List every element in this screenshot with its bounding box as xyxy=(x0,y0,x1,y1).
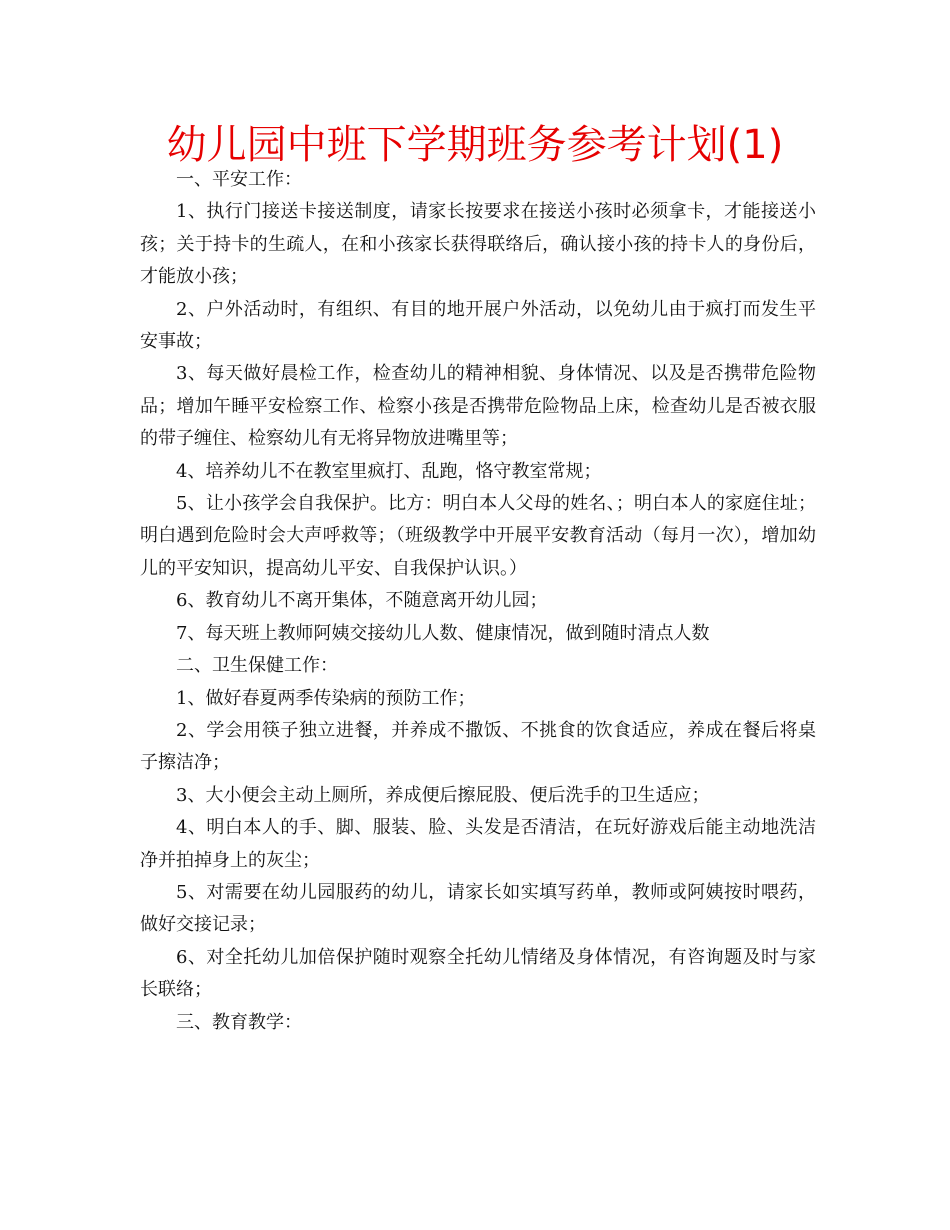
paragraph-safety-6: 6、教育幼儿不离开集体，不随意离开幼儿园； xyxy=(176,590,548,612)
paragraph-hygiene-1: 1、做好春夏两季传染病的预防工作； xyxy=(176,687,476,709)
paragraph-safety-5: 5、让小孩学会自我保护。比方：明白本人父母的姓名、；明白本人的家庭住址；明白遇到危险时会大声呼救等；（班级教学中开展平安教育活动（每月一次），增加幼儿的平安知识，提高幼儿平安、自我保护认识。） xyxy=(140,493,816,579)
paragraph-hygiene-2: 2、学会用筷子独立进餐，并养成不撒饭、不挑食的饮食适应，养成在餐后将桌子擦洁净； xyxy=(140,719,816,774)
section-heading-education: 三、教育教学： xyxy=(176,1011,302,1033)
paragraph-safety-4: 4、培养幼儿不在教室里疯打、乱跑，恪守教室常规； xyxy=(176,460,602,482)
paragraph-safety-1: 1、执行门接送卡接送制度，请家长按要求在接送小孩时必须拿卡，才能接送小孩；关于持卡的生疏人，在和小孩家长获得联络后，确认接小孩的持卡人的身份后，才能放小孩； xyxy=(140,201,816,288)
section-heading-hygiene: 二、卫生保健工作： xyxy=(176,655,338,677)
paragraph-hygiene-3: 3、大小便会主动上厕所，养成便后擦屁股、便后洗手的卫生适应； xyxy=(176,784,710,806)
paragraph-safety-2: 2、户外活动时，有组织、有目的地开展户外活动，以免幼儿由于疯打而发生平安事故； xyxy=(140,298,816,353)
document-title: 幼儿园中班下学期班务参考计划(1) xyxy=(166,122,784,168)
paragraph-hygiene-5: 5、对需要在幼儿园服药的幼儿，请家长如实填写药单，教师或阿姨按时喂药，做好交接记录； xyxy=(140,881,816,936)
paragraph-hygiene-4: 4、明白本人的手、脚、服装、脸、头发是否清洁，在玩好游戏后能主动地洗洁净并拍掉身上的灰尘； xyxy=(140,817,816,871)
paragraph-hygiene-6: 6、对全托幼儿加倍保护随时观察全托幼儿情绪及身体情况，有咨询题及时与家长联络； xyxy=(140,946,816,1001)
paragraph-safety-3: 3、每天做好晨检工作，检查幼儿的精神相貌、身体情况、以及是否携带危险物品；增加午睡平安检察工作、检察小孩是否携带危险物品上床，检查幼儿是否被衣服的带子缠住、检察幼儿有无将异物放进嘴里等； xyxy=(140,363,816,450)
document-body xyxy=(140,164,816,1039)
paragraph-safety-7: 7、每天班上教师阿姨交接幼儿人数、健康情况，做到随时清点人数 xyxy=(176,622,710,644)
section-heading-safety: 一、平安工作： xyxy=(176,169,302,190)
